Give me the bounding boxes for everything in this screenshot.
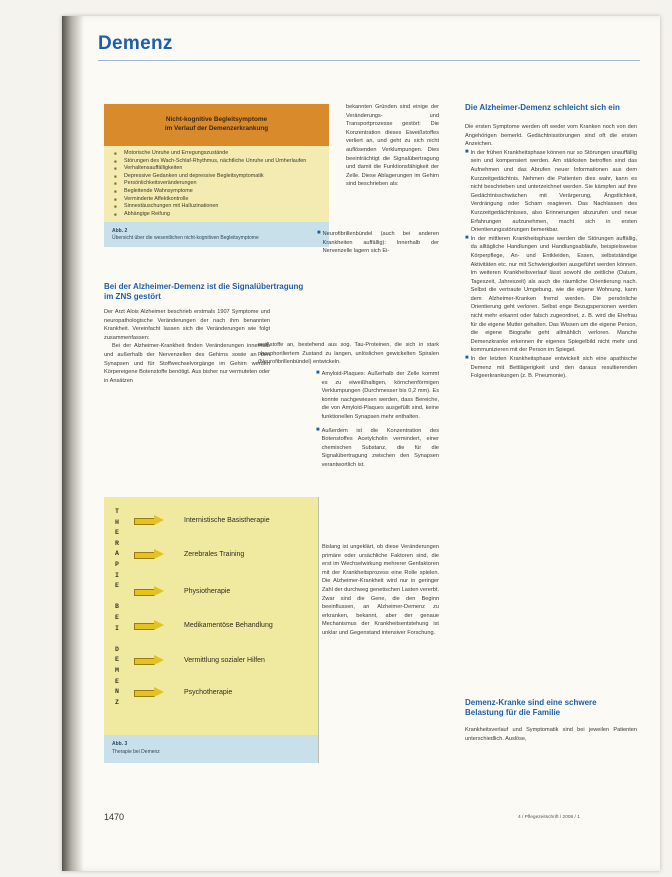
symptoms-box-heading-line1: Nicht-kognitive Begleitsymptome: [165, 116, 268, 124]
paragraph: bekannten Gründen sind einige der Veränderungs- und Transportprozesse gestört: Die Konzentration dieses Eiweißstoffes verliert an, und geht zu sich nicht auflösenden Verklumpungen. Dies beeinträchtigt die Signalübertragung und damit die Funktionsfähigkeit der Zelle. Diese Ablagerungen im Gehirn sind beschrieben als:: [346, 104, 439, 188]
list-item: ■ Abhängige Reifung: [114, 211, 319, 219]
letter: N: [115, 688, 119, 696]
therapy-row: [134, 515, 270, 526]
letter: B: [115, 603, 119, 611]
therapy-vertical-letters: [112, 507, 122, 708]
paragraph: Bislang ist ungeklärt, ob diese Veränderungen primäre oder ursächliche Faktoren sind, die erst im Wechselwirkung mehrerer Genfaktoren mit der Krankheitsprozess eine Rolle spielen. Die Alzheimer-Krankheit wird nur in geringer Zahl der durchweg genetischen Lasten vererbt. Zwar sind die Gene, die den Beginn beeinflussen, an Alzheimer-Demenz zu erkranken, bekannt, aber der genaue Mechanismus der Krankheitsentstehung ist unklar und Gegenstand intensiver Forschung.: [322, 544, 439, 636]
section-heading-text: Die Alzheimer-Demenz schleicht sich ein: [465, 103, 620, 112]
bullet-text: In der frühen Krankheitsphase können nur so Störungen unauffällig sein und kompensiert werden. Am stärksten betroffen sind das Aufnehmen und das Abrufen neuer Informationen aus dem Kurzzeitgedächtnis. Nehmen die Patienten dies wahr, kann es nicht beschrieben und unterzeichnet werden. Sie kämpfen auf ihre Gedächtnisschwächen mit Verärgerung, Ängstlichkeit, Verdrängung oder Scham reagieren. Das Nachlassen des Kurzzeitgedächtnisses, also Erinnerungen abzurufen und neue Erfahrungen aufzunehmen, macht sich in ersten Orientierungsstörungen bemerkbar.: [470, 149, 637, 234]
bullet-text: In der letzten Krankheitsphase entwickelt sich eine apathische Demenz mit Bettlägerigkeit und den daraus resultierenden Folgeerkrankungen (z. B. Pneumonie).: [470, 356, 637, 380]
letter: M: [115, 666, 119, 674]
letter: E: [115, 677, 119, 685]
therapy-box-caption: [104, 735, 318, 763]
therapy-row: [134, 549, 244, 560]
letter: R: [115, 539, 119, 547]
bullet-square-icon: ■: [465, 355, 469, 362]
therapy-row: [134, 586, 230, 597]
letter: E: [115, 582, 119, 590]
paragraph: Die ersten Symptome werden oft weder vom Kranken noch von den Angehörigen bemerkt. Gedächtnisstörungen sind oft die ersten Anzeichen.: [465, 124, 637, 148]
letter: E: [115, 656, 119, 664]
column-1-text: [104, 308, 270, 385]
therapy-row-label: Vermittlung sozialer Hilfen: [184, 657, 265, 664]
list-item: ■ Depressive Gedanken und depressive Begleitsymptomatik: [114, 173, 319, 181]
therapy-row: [134, 655, 265, 666]
letter: T: [115, 508, 119, 515]
symptoms-box-heading-line2: im Verlauf der Demenzerkrankung: [164, 125, 269, 132]
letter: D: [115, 645, 119, 653]
letter: E: [115, 529, 119, 537]
therapy-row-label: Zerebrales Training: [184, 551, 245, 558]
caption-label: Abb. 3: [112, 741, 128, 747]
bullet-text: Außerdem ist die Konzentration des Botenstoffes Acetylcholin vermindert, einer chemischen Substanz, die für die Signalübertragung zwischen den Synapsen verantwortlich ist.: [321, 427, 439, 468]
page-title: Demenz: [98, 33, 173, 54]
column-2-top-text: [346, 103, 439, 189]
letter: P: [115, 560, 119, 568]
bullet-text: In der mittleren Krankheitsphase werden die Störungen auffällig, da alltägliche Handlungen und Handlungsabläufe, beispielsweise Körperpflege, An- und Entkleiden, Essen, selbstständige Aktivitäten etc. nur mit Schwierigkeiten ausgeführt werden können. Im weiteren Krankheitsverlauf lässt sowohl die zeitliche (Datum, Tageszeit, Jahreszeit) als auch die räumliche Orientierung nach. Selbst die vertraute Umgebung, wie die eigene Wohnung, kann dem Alzheimer-Kranken fremd werden. Die persönliche Orientierung geht verloren. Selbst enge Bezugspersonen werden nicht mehr erkannt oder falsch zugeordnet, z. B. wird die Ehefrau für die eigene Mutter gehalten. Das Wissen um die eigene Person, die eigene Biografie geht allmählich verloren. Manche Demenzkranke erkennen ihr eigenes Spiegelbild nicht mehr und kommunizieren mit der Person im Spiegel.: [470, 235, 637, 354]
therapy-row: [134, 620, 273, 631]
bullet-square-icon: ■: [316, 426, 320, 433]
letter: H: [115, 518, 119, 526]
therapy-row-label: Psychotherapie: [184, 689, 233, 696]
therapy-row-label: Internistische Basistherapie: [184, 517, 270, 524]
symptoms-list: [104, 146, 329, 222]
letter: E: [115, 613, 119, 621]
list-item: ■ Verminderte Affektkontrolle: [114, 196, 319, 204]
therapy-row: [134, 687, 232, 698]
bullet-text: Amyloid-Plaques: Außerhalb der Zelle kommt es zu eiweißhaltigen, körnchenförmigen Verklumpungen (Durchmesser bis 0,2 mm). Es konnte nachgewiesen werden, dass Bereiche, die von Amyloid-Plaques ausgefüllt sind, keine funktionellen Synapsen mehr enthalten.: [321, 371, 439, 420]
caption-text: Übersicht über die wesentlichen nicht-kognitiven Begleitsymptome: [112, 234, 259, 241]
paragraph: Krankheitsverlauf und Symptomatik sind bei jeweilen Patienten unterschiedlich. Auslöse,: [465, 727, 637, 742]
list-item: ■ Persönlichkeitsveränderungen: [114, 180, 319, 188]
symptoms-box-caption: [104, 222, 329, 247]
list-item: ■ Verhaltensauffälligkeiten: [114, 165, 319, 173]
list-item: ■ Motorische Unruhe und Erregungszustände: [114, 150, 319, 158]
section-heading-text: Bei der Alzheimer-Demenz ist die Signalübertragung im ZNS gestört: [104, 282, 304, 301]
letter: I: [115, 624, 119, 632]
section-heading-alzheimer: [104, 282, 304, 302]
arrow-right-icon: [134, 586, 164, 597]
list-item: ■ Begleitende Wahnsymptome: [114, 188, 319, 196]
paragraph: Der Arzt Alois Alzheimer beschrieb erstmals 1907 Symptome und neuropathologische Veränderungen der nach ihm benannten Krankheit. Vereinfacht lassen sich die Veränderungen wie folgt zusammenfassen:: [104, 309, 270, 341]
page-fold-shadow: [62, 16, 84, 871]
caption-label: Abb. 2: [112, 228, 128, 235]
paragraph: weißstoffe an, bestehend aus sog. Tau-Proteinen, die sich in stark phosphoriliertem Zustand zu langen, unlöslichen gewickelten Spiralen (Neurofibrillenbündel) entwickeln.: [258, 342, 439, 366]
therapy-row-label: Medikamentöse Behandlung: [184, 622, 273, 629]
letter: I: [115, 571, 119, 579]
column-2-bullets: [316, 370, 439, 470]
therapy-row-label: Physiotherapie: [184, 588, 231, 595]
arrow-right-icon: [134, 549, 164, 560]
page-number: 1470: [104, 812, 125, 822]
bullet-square-icon: ■: [465, 234, 469, 241]
bullet-square-icon: ■: [465, 148, 469, 155]
section-heading-text: Demenz-Kranke sind eine schwere Belastung für die Familie: [465, 698, 597, 717]
column-2-bullet-1: [317, 230, 439, 261]
column-divider: [318, 497, 319, 763]
arrow-right-icon: [134, 620, 164, 631]
arrow-right-icon: [134, 515, 164, 526]
arrow-right-icon: [134, 655, 164, 666]
journal-footer: 4 / Pflegezeitschrift / 2008 / 1: [518, 815, 580, 820]
symptoms-box-header: [104, 104, 329, 146]
paragraph: Bei der Alzheimer-Krankheit finden Veränderungen innerhalb und außerhalb der Nervenzellen des Gehirns sowie an den Synapsen und für Stoffwechselvorgänge im Gehirn werden Körpereigene Botenstoffe benötigt. Aus bisher nur vermuteten oder in Ansätzen: [104, 343, 270, 384]
arrow-right-icon: [134, 687, 164, 698]
bullet-text: Neurofibrillenbündel (auch bei anderen Krankheiten auffällig): Innerhalb der Nervenzelle lagern sich Ei-: [322, 231, 439, 255]
symptoms-box: [104, 104, 329, 282]
bullet-square-icon: ■: [316, 370, 320, 376]
title-divider: [98, 60, 640, 61]
column-2-wide-text: [258, 341, 439, 367]
column-3-text: [465, 103, 637, 381]
therapy-box: [104, 497, 318, 735]
column-2-lower-text: [322, 543, 439, 638]
letter: Z: [115, 698, 119, 706]
list-item: ■ Sinnestäuschungen mit Halluzinationen: [114, 203, 319, 211]
column-3-lower: [465, 698, 637, 743]
caption-text: Therapie bei Demenz: [112, 749, 160, 755]
bullet-square-icon: ■: [317, 230, 321, 236]
list-item: ■ Störungen des Wach-Schlaf-Rhythmus, nächtliche Unruhe und Umherlaufen: [114, 158, 319, 166]
letter: A: [115, 550, 119, 558]
